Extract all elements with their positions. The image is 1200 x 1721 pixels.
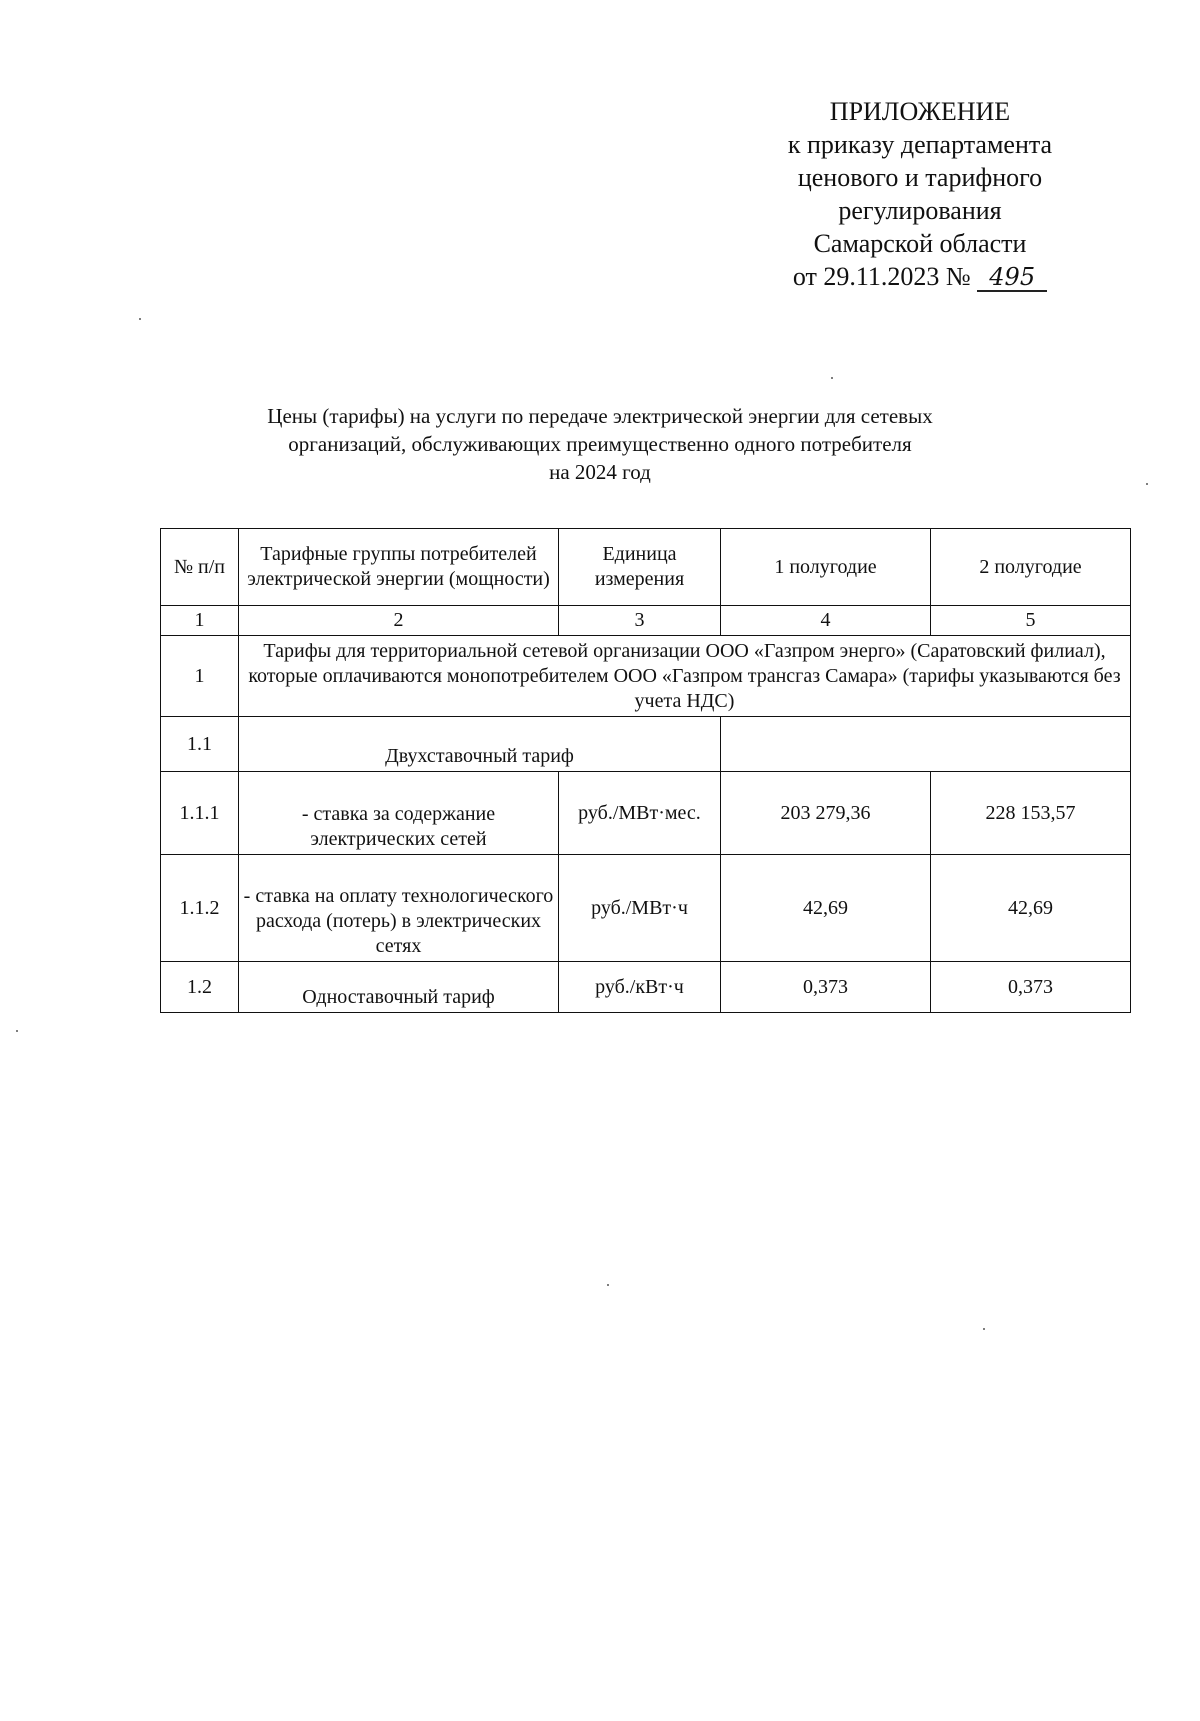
header-half-2: 2 полугодие xyxy=(931,529,1131,606)
scan-speck xyxy=(1146,483,1148,485)
column-index: 4 xyxy=(721,606,931,636)
table-row xyxy=(161,717,1131,772)
annex-date: от 29.11.2023 № xyxy=(792,262,971,291)
scan-speck xyxy=(983,1328,985,1330)
scan-speck xyxy=(607,1284,609,1286)
annex-heading: ПРИЛОЖЕНИЕ xyxy=(829,97,1011,126)
header-group: Тарифные группы потребителей электрической энергии (мощности) xyxy=(239,529,559,606)
annex-line-3: регулирования xyxy=(838,196,1002,225)
row-half-2: 0,373 xyxy=(931,962,1131,1013)
section-title: Тарифы для территориальной сетевой организации ООО «Газпром энерго» (Саратовский филиал), которые оплачиваются монопотребителем ООО «Газпром трансгаз Самара» (тарифы указываются без учета НДС) xyxy=(239,636,1131,717)
document-title xyxy=(200,402,1000,486)
row-half-1: 42,69 xyxy=(721,855,931,962)
row-half-1: 203 279,36 xyxy=(721,772,931,855)
section-num: 1 xyxy=(161,636,239,717)
row-unit: руб./МВт·ч xyxy=(559,855,721,962)
tariff-table xyxy=(160,528,1131,1013)
column-index: 1 xyxy=(161,606,239,636)
scan-speck xyxy=(831,377,833,379)
row-half-2: 42,69 xyxy=(931,855,1131,962)
column-index: 5 xyxy=(931,606,1131,636)
row-name: Одноставочный тариф xyxy=(239,962,559,1013)
column-index-row xyxy=(161,606,1131,636)
annex-line-4: Самарской области xyxy=(813,229,1027,258)
header-num: № п/п xyxy=(161,529,239,606)
annex-date-line xyxy=(740,260,1100,293)
table-row xyxy=(161,772,1131,855)
table-row xyxy=(161,962,1131,1013)
row-num: 1.1.2 xyxy=(161,855,239,962)
annex-line-1: к приказу департамента xyxy=(787,130,1053,159)
row-name: - ставка за содержание электрических сетей xyxy=(239,772,559,855)
scan-speck xyxy=(139,318,141,320)
column-index: 2 xyxy=(239,606,559,636)
section-row xyxy=(161,636,1131,717)
header-half-1: 1 полугодие xyxy=(721,529,931,606)
row-num: 1.1 xyxy=(161,717,239,772)
empty-cell xyxy=(721,717,1131,772)
row-unit: руб./МВт·мес. xyxy=(559,772,721,855)
row-half-1: 0,373 xyxy=(721,962,931,1013)
annex-block xyxy=(740,95,1100,293)
row-name: Двухставочный тариф xyxy=(239,717,721,772)
scan-speck xyxy=(16,1030,18,1032)
row-unit: руб./кВт·ч xyxy=(559,962,721,1013)
row-num: 1.2 xyxy=(161,962,239,1013)
header-unit: Единица измерения xyxy=(559,529,721,606)
annex-line-2: ценового и тарифного xyxy=(797,163,1043,192)
column-index: 3 xyxy=(559,606,721,636)
table-header-row xyxy=(161,529,1131,606)
title-line-2: организаций, обслуживающих преимущественно одного потребителя xyxy=(288,432,912,456)
row-num: 1.1.1 xyxy=(161,772,239,855)
table-row xyxy=(161,855,1131,962)
order-number: 495 xyxy=(977,264,1047,292)
row-name: - ставка на оплату технологического расхода (потерь) в электрических сетях xyxy=(239,855,559,962)
row-half-2: 228 153,57 xyxy=(931,772,1131,855)
title-line-3: на 2024 год xyxy=(549,460,651,484)
title-line-1: Цены (тарифы) на услуги по передаче электрической энергии для сетевых xyxy=(267,404,933,428)
